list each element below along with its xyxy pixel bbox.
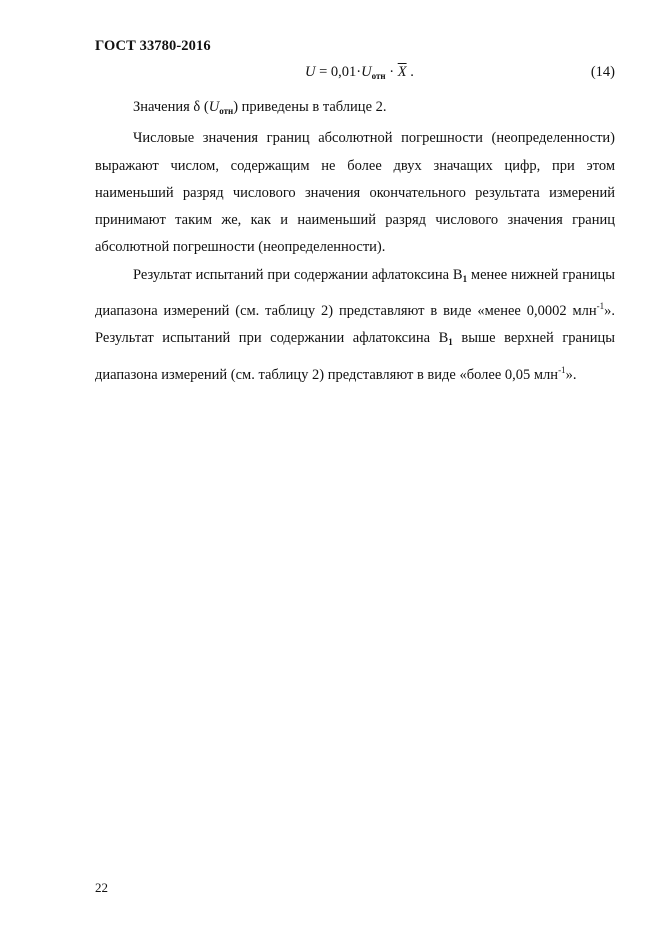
formula-u-symbol: U bbox=[361, 64, 372, 80]
formula-x-mean: $\overline{X}$ bbox=[397, 64, 407, 80]
p1-u-symbol: U bbox=[208, 99, 220, 115]
p3-superscript-2: -1 bbox=[558, 364, 566, 375]
p3-text-b: менее нижней границы диапазона измерений (см. таблицу 2) представляют в виде «менее 0,0002 млн bbox=[95, 266, 615, 320]
formula-eq: = 0,01· bbox=[315, 64, 362, 80]
p3-text-c: ». Результат испытаний при содержании афлатоксина В bbox=[95, 303, 615, 347]
p3-subscript-2: 1 bbox=[448, 337, 453, 348]
formula-tail: . bbox=[406, 64, 414, 80]
p1-u-subscript: отн bbox=[219, 106, 234, 116]
p1-text-a: Значения δ ( bbox=[133, 99, 209, 115]
document-header: ГОСТ 33780-2016 bbox=[95, 38, 211, 54]
paragraph-numeric-bounds: Числовые значения границ абсолютной погрешности (неопределенности) выражают числом, содержащим не более двух значащих цифр, при этом наименьший разряд числового значения окончательного результата измерений принимают таким же, как и наименьший разряд числового значения границ абсолютной погрешности (неопределенности). bbox=[95, 130, 615, 256]
p3-superscript-1: -1 bbox=[596, 301, 605, 312]
body-text bbox=[95, 94, 615, 389]
page-number: 22 bbox=[95, 880, 108, 895]
p3-text-d: выше верхней границы диапазона измерений (см. таблицу 2) представляют в виде «более 0,05 млн bbox=[95, 330, 616, 383]
p3-text-a: Результат испытаний при содержании афлатоксина В bbox=[133, 266, 463, 283]
p3-text-e: ». bbox=[565, 366, 577, 383]
p3-subscript-1: 1 bbox=[462, 273, 468, 284]
paragraph-test-results bbox=[95, 262, 615, 389]
formula-u-subscript: отн bbox=[371, 71, 386, 81]
formula-row bbox=[95, 64, 615, 86]
paragraph-uncertainty-values bbox=[95, 94, 615, 125]
formula-dot: · bbox=[385, 64, 398, 80]
p1-text-b: ) приведены в таблице 2. bbox=[233, 99, 387, 115]
formula-lhs: U bbox=[305, 64, 316, 80]
formula-14 bbox=[305, 64, 414, 81]
equation-number: (14) bbox=[590, 64, 615, 80]
